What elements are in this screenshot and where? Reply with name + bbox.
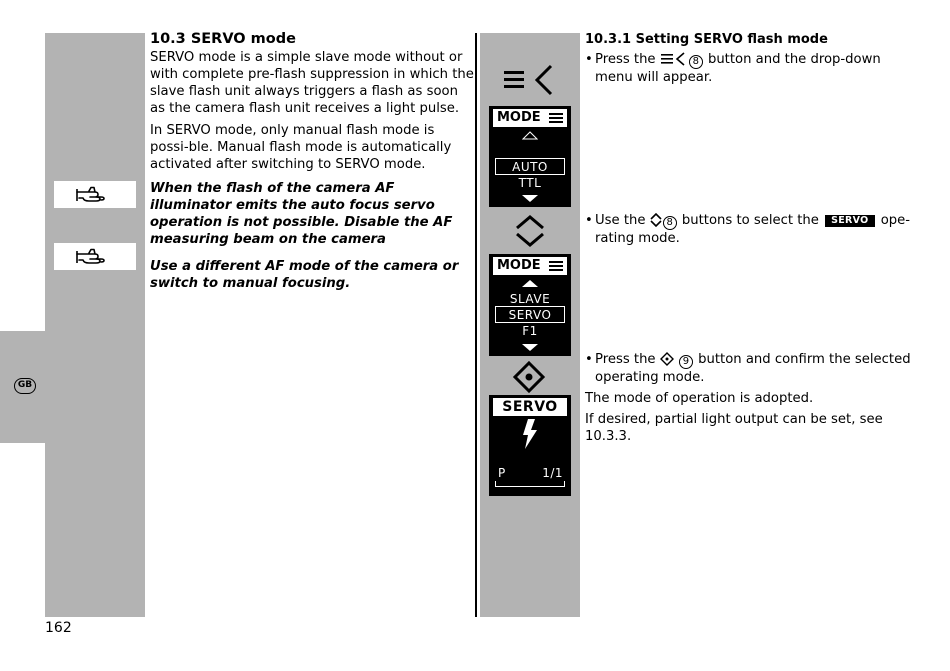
right-column-header: [585, 31, 915, 48]
section-heading: 10.3 SERVO mode: [150, 31, 296, 47]
confirm-diamond-icon: [660, 352, 674, 366]
up-down-arrows-icon: [650, 213, 662, 227]
menu-back-icon: [660, 52, 688, 66]
af-illuminator-note: When the flash of the camera AF illuminator emits the auto focus servo operation is not possible. Disable the AF measuring beam on the camera: [150, 181, 453, 247]
list-icon: [549, 113, 563, 123]
result-text-1: The mode of operation is adopted.: [585, 391, 814, 406]
display-option-slave: SLAVE: [509, 292, 551, 306]
display-option-f1: F1: [522, 324, 538, 338]
display-bottom-bracket: [495, 481, 565, 487]
intro-paragraph: SERVO mode is a simple slave mode without or with complete pre-flash suppression in which the slave flash unit always triggers a flash as soon as the camera flash unit receives a light pulse.: [150, 50, 474, 116]
pointing-hand-icon: [75, 185, 115, 205]
pointing-hand-icon: [75, 247, 115, 267]
hint-box-1: [54, 181, 136, 208]
button-number-8: 8: [663, 216, 677, 230]
column-divider: [475, 33, 477, 617]
scroll-up-outline-icon: [522, 131, 538, 140]
scroll-down-icon: [522, 195, 538, 202]
display-servo-active: [489, 395, 571, 496]
af-mode-note: Use a different AF mode of the camera or switch to manual focusing.: [150, 259, 459, 291]
step-1: • Press the 8 button and the drop-down menu will appear.: [585, 52, 881, 85]
display-option-servo: SERVO: [508, 308, 552, 322]
display-mode-servo-select: [489, 254, 571, 356]
scroll-up-icon: [522, 280, 538, 287]
display-bottom-left: P: [498, 466, 506, 480]
display-option-ttl: TTL: [518, 176, 542, 190]
scroll-down-icon: [522, 344, 538, 351]
display-title: MODE: [493, 257, 567, 275]
left-gray-column: [45, 33, 145, 617]
result-text-2: If desired, partial light output can be set, see 10.3.3.: [585, 412, 883, 444]
confirm-diamond-icon: [513, 361, 545, 393]
menu-back-icon: [503, 64, 555, 96]
step-3: • Press the 9 button and confirm the selected operating mode. The mode of operation is adopted. If desired, partial light output can be set, see 10.3.3.: [585, 351, 915, 445]
display-title: SERVO: [493, 398, 567, 416]
subsection-heading: 10.3.1 Setting SERVO flash mode: [585, 32, 828, 47]
manual-mode-paragraph: In SERVO mode, only manual flash mode is possi-ble. Manual flash mode is automatically activated after switching to SERVO mode.: [150, 123, 452, 172]
button-number-9: 9: [679, 355, 693, 369]
display-bottom-right: 1/1: [542, 466, 563, 480]
display-option-auto: AUTO: [512, 160, 548, 174]
page-number: 162: [45, 620, 72, 636]
display-mode-auto: [489, 106, 571, 207]
display-title: MODE: [493, 109, 567, 127]
up-down-arrows-icon: [514, 214, 546, 248]
servo-mode-chip: SERVO: [825, 215, 874, 227]
flash-bolt-icon: [521, 418, 539, 450]
list-icon: [549, 261, 563, 271]
step-2: • Use the 8 buttons to select the SERVO ope-rating mode.: [585, 213, 911, 246]
left-column-text: [150, 31, 475, 292]
language-badge: GB: [14, 378, 36, 394]
hint-box-2: [54, 243, 136, 270]
button-number-8: 8: [689, 55, 703, 69]
